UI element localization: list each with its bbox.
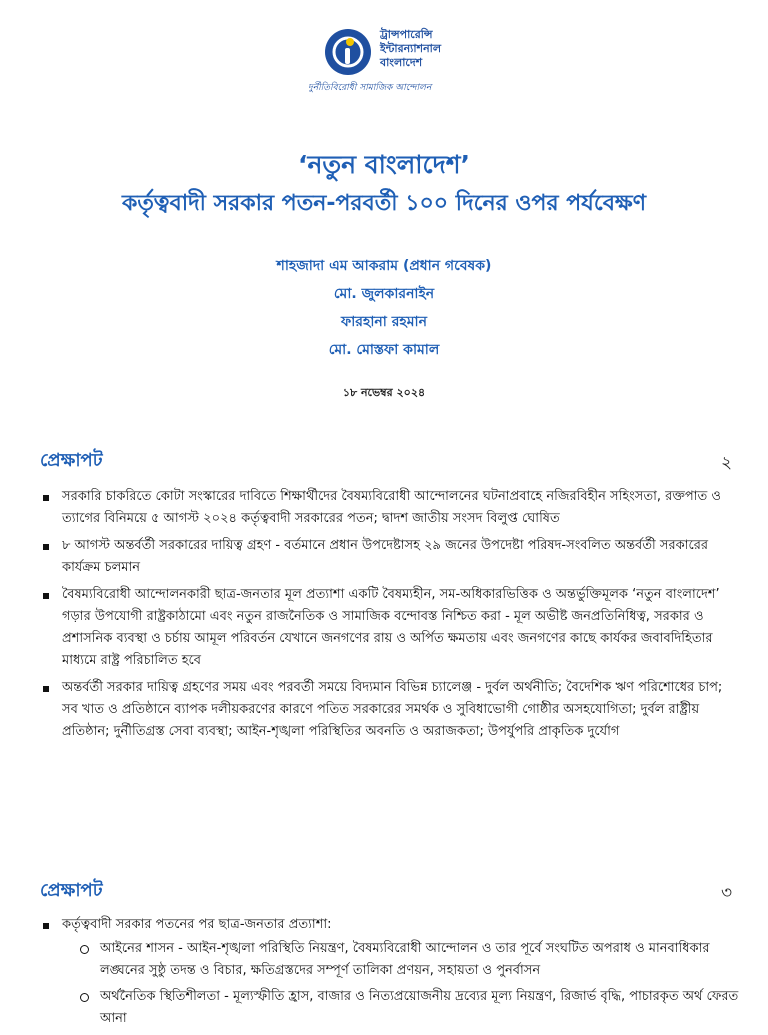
circle-bullet-icon xyxy=(80,945,89,954)
author-lead: শাহজাদা এম আকরাম (প্রধান গবেষক) xyxy=(276,258,492,274)
sub-bullet-list xyxy=(62,938,740,1030)
bullet-list xyxy=(40,914,740,1035)
page-number: ৩ xyxy=(720,883,732,903)
list-item xyxy=(40,535,740,579)
bullet-text: অন্তর্বর্তী সরকার দায়িত্ব গ্রহণের সময় এবং পরবর্তী সময়ে বিদ্যমান বিভিন্ন চ্যালেঞ্জ - দুর্বল অর্থনীতি; বৈদেশিক ঋণ পরিশোধের চাপ; সব খাত ও প্রতিষ্ঠানে ব্যাপক দলীয়করণের কারণে পতিত সরকারের সমর্থক ও সুবিধাভোগী গোষ্ঠীর অসহযোগিতা; দুর্বল রাষ্ট্রীয় প্রতিষ্ঠান; দুর্নীতিগ্রস্ত সেবা ব্যবস্থা; আইন-শৃঙ্খলা পরিস্থিতির অবনতি ও অরাজকতা; উপর্যুপরি প্রাকৃতিক দুর্যোগ xyxy=(62,680,723,739)
organization-name xyxy=(380,28,441,70)
bullet-text: কর্তৃত্ববাদী সরকার পতনের পর ছাত্র-জনতার প্রত্যাশা: xyxy=(62,917,332,932)
list-item xyxy=(40,584,740,672)
bullet-icon xyxy=(43,686,49,692)
bullet-text: বৈষম্যবিরোধী আন্দোলনকারী ছাত্র-জনতার মূল প্রত্যাশা একটি বৈষম্যহীন, সম-অধিকারভিত্তিক ও অন্তর্ভুক্তিমূলক ‘নতুন বাংলাদেশ’ গড়ার উপযোগী রাষ্ট্রকাঠামো এবং নতুন রাজনৈতিক ও সামাজিক বন্দোবস্ত নিশ্চিত করা - মূল অভীষ্ট জনপ্রতিনিধিত্ব, সরকার ও প্রশাসনিক ব্যবস্থা ও চর্চায় আমূল পরিবর্তন যেখানে জনগণের রায় ও অর্পিত ক্ষমতায় এবং জনগণের কাছে কার্যকর জবাবদিহিতার মাধ্যমে রাষ্ট্র পরিচালিত হবে xyxy=(62,587,720,668)
author-list xyxy=(0,252,768,364)
organization-logo xyxy=(308,24,470,98)
bullet-icon xyxy=(43,495,49,501)
author: মো. মোস্তফা কামাল xyxy=(328,342,440,358)
list-item xyxy=(40,914,740,1030)
bullet-icon xyxy=(43,593,49,599)
bullet-text: সরকারি চাকরিতে কোটা সংস্কারের দাবিতে শিক্ষার্থীদের বৈষম্যবিরোধী আন্দোলনের ঘটনাপ্রবাহে নজিরবিহীন সহিংসতা, রক্তপাত ও ত্যাগের বিনিময়ে ৫ আগস্ট ২০২৪ কর্তৃত্ববাদী সরকারের পতন; দ্বাদশ জাতীয় সংসদ বিলুপ্ত ঘোষিত xyxy=(62,489,721,526)
sub-list-item xyxy=(62,986,740,1030)
author: মো. জুলকারনাইন xyxy=(333,286,435,302)
bullet-icon xyxy=(43,544,49,550)
page-number: ২ xyxy=(720,453,732,473)
bullet-icon xyxy=(43,923,49,929)
tib-logo-icon xyxy=(324,28,372,76)
report-date: ১৮ নভেম্বর ২০২৪ xyxy=(342,386,426,399)
author: ফারহানা রহমান xyxy=(341,314,427,330)
section-heading: প্রেক্ষাপট xyxy=(40,450,103,471)
sub-bullet-text: আইনের শাসন - আইন-শৃঙ্খলা পরিস্থিতি নিয়ন্ত্রণ, বৈষম্যবিরোধী আন্দোলন ও তার পূর্বে সংঘটিত অপরাধ ও মানবাধিকার লঙ্ঘনের সুষ্ঠু তদন্ত ও বিচার, ক্ষতিগ্রস্তদের সম্পূর্ণ তালিকা প্রণয়ন, সহায়তা ও পুনর্বাসন xyxy=(100,941,710,978)
report-subtitle: কর্তৃত্ববাদী সরকার পতন-পরবর্তী ১০০ দিনের ওপর পর্যবেক্ষণ xyxy=(121,191,647,216)
circle-bullet-icon xyxy=(80,993,89,1002)
report-title: ‘নতুন বাংলাদেশ’ xyxy=(297,150,471,179)
organization-tagline: দুর্নীতিবিরোধী সামাজিক আন্দোলন xyxy=(308,83,432,93)
sub-list-item xyxy=(62,938,740,982)
list-item xyxy=(40,677,740,743)
list-item xyxy=(40,486,740,530)
bullet-list xyxy=(40,486,740,748)
bullet-text: ৮ আগস্ট অন্তর্বর্তী সরকারের দায়িত্ব গ্রহণ - বর্তমানে প্রধান উপদেষ্টাসহ ২৯ জনের উপদেষ্টা পরিষদ-সংবলিত অন্তর্বর্তী সরকারের কার্যক্রম চলমান xyxy=(62,538,709,575)
org-name-line-2: ইন্টারন্যাশনাল xyxy=(380,42,442,55)
org-name-line-3: বাংলাদেশ xyxy=(380,56,423,69)
org-name-line-1: ট্রান্সপারেন্সি xyxy=(380,28,433,41)
sub-bullet-text: অর্থনৈতিক স্থিতিশীলতা - মূল্যস্ফীতি হ্রাস, বাজার ও নিত্যপ্রয়োজনীয় দ্রব্যের মূল্য নিয়ন্ত্রণ, রিজার্ভ বৃদ্ধি, পাচারকৃত অর্থ ফেরত আনা xyxy=(100,989,739,1026)
section-heading: প্রেক্ষাপট xyxy=(40,880,103,901)
